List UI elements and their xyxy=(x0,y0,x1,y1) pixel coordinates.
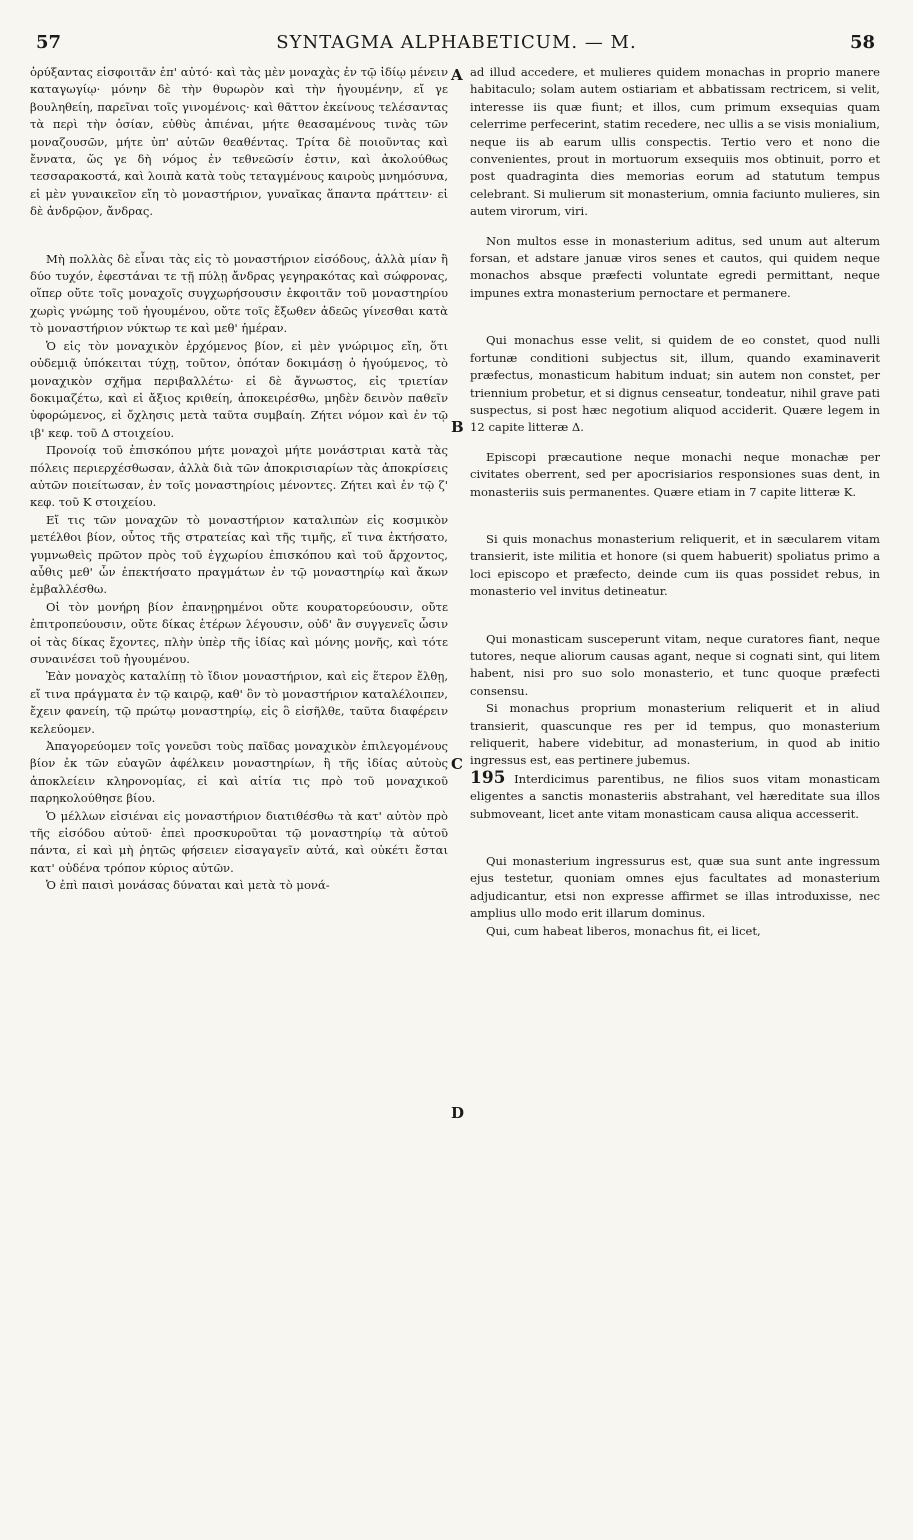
margin-marker-d: D xyxy=(451,1104,465,1122)
latin-paragraph: Episcopi præcautione neque monachi neque monachæ per civitates oberrent, sed per apocrisiarios responsiones suas dent, in monasteriis suis permanentes. Quære etiam in 7 capite litteræ K. xyxy=(470,449,880,499)
greek-paragraph: Εἴ τις τῶν μοναχῶν τὸ μοναστήριον καταλιπὼν εἰς κοσμικὸν μετέλθοι βίον, οὗτος τῆς στρατείας καὶ τῆς τιμῆς, εἴ τινα ἐκτήσατο, γυμνωθεὶς πρῶτον πρὸς τοῦ ἐγχωρίου ἐπισκόπου καὶ τοῦ ἄρχοντος, αὖθις μεθ' ὧν ἐπεκτήσατο πραγμάτων ἐν τῷ μοναστηρίῳ καὶ ἄκων ἐμβαλλέσθω. xyxy=(30,512,448,597)
right-page-number: 58 xyxy=(849,32,875,53)
latin-paragraph: Non multos esse in monasterium aditus, sed unum aut alterum forsan, et adstare januæ viros senes et cautos, qui quidem neque monachos absque præfecti voluntate egredi permittant, neque impunes extra monasterium pernoctare et permanere. xyxy=(470,233,880,300)
left-page-number: 57 xyxy=(36,32,62,53)
latin-paragraph: ad illud accedere, et mulieres quidem monachas in proprio manere habitaculo; solam autem ostiariam et abbatissam rectricem, si velit, interesse iis quæ fiunt; et illos, cum primum exsequias quam celerrime perfecerint, statim recedere, nec ullis a se visis monialium, neque iis ab earum ullis conspectis. Tertio vero et nono die convenientes, prout in mortuorum exsequiis mos obtinuit, porro et post quadraginta dies memorias eorum ad statutum tempus celebrant. Si mulierum sit monasterium, omnia faciunto mulieres, sin autem virorum, viri. xyxy=(470,65,880,219)
latin-paragraph: Qui, cum habeat liberos, monachus fit, ei licet, xyxy=(486,923,761,938)
greek-paragraph: Μὴ πολλὰς δὲ εἶναι τὰς εἰς τὸ μοναστήριον εἰσόδους, ἀλλὰ μίαν ἢ δύο τυχόν, ἐφεστάναι τε τῇ πύλῃ ἄνδρας γεγηρακότας καὶ σώφρονας, οἵπερ οὔτε τοῖς μοναχοῖς συγχωρήσουσιν ἐκφοιτᾶν τοῦ μοναστηρίου χωρὶς γνώμης τοῦ ἡγουμένου, οὔτε τοῖς ἔξωθεν ἀδεῶς γίνεσθαι κατὰ τὸ μοναστήριον νύκτωρ τε καὶ μεθ' ἡμέραν. xyxy=(30,251,448,336)
margin-marker-c: C xyxy=(451,755,463,773)
running-header xyxy=(28,32,885,60)
latin-paragraph: Qui monasticam susceperunt vitam, neque curatores fiant, neque tutores, neque aliorum causas agant, neque si cognati sint, qui litem habent, nisi pro suo solo monasterio, et tunc quoque præfecti consensu. xyxy=(470,631,880,698)
greek-paragraph: Ὁ ἐπὶ παισὶ μονάσας δύναται καὶ μετὰ τὸ μονά- xyxy=(46,878,330,893)
greek-paragraph: Ἐὰν μοναχὸς καταλίπῃ τὸ ἴδιον μοναστήριον, καὶ εἰς ἕτερον ἔλθῃ, εἴ τινα πράγματα ἐν τῷ καιρῷ, καθ' ὃν τὸ μοναστήριον καταλέλοιπεν, ἔχειν φανείη, τῷ πρώτῳ μοναστηρίῳ, εἰς ὃ εἰσῆλθε, ταῦτα διαφέρειν κελεύομεν. xyxy=(30,669,448,736)
latin-paragraph: Si monachus proprium monasterium reliquerit et in aliud transierit, quascunque res per id tempus, quo monasterium reliquerit, habere videbitur, ad monasterium, in quod ab initio ingressus est, eas pertinere jubemus. xyxy=(470,701,880,768)
greek-paragraph: Οἱ τὸν μονήρη βίον ἐπανῃρημένοι οὔτε κουρατορεύουσιν, οὔτε ἐπιτροπεύουσιν, οὔτε δίκας ἑτέρων λέγουσιν, οὐδ' ἂν συγγενεῖς ὦσιν οἱ τὰς δίκας ἔχοντες, πλὴν ὑπὲρ τῆς ἰδίας καὶ μόνης μονῆς, καὶ τότε συναινέσει τοῦ ἡγουμένου. xyxy=(30,599,448,666)
greek-paragraph: ὀρύξαντας εἰσφοιτᾶν ἐπ' αὐτό· καὶ τὰς μὲν μοναχὰς ἐν τῷ ἰδίῳ μένειν καταγωγίῳ· μόνην δὲ τὴν θυρωρὸν καὶ τὴν ἡγουμένην, εἴ γε βουληθείη, παρεῖναι τοῖς γινομένοις· καὶ θᾶττον ἐκείνους τελέσαντας τὰ περὶ τὴν ὁσίαν, εὐθὺς ἀπιέναι, μήτε θεασαμένους τινὰς τῶν μοναζουσῶν, μήτε ὑπ' αὐτῶν θεαθέντας. Τρίτα δὲ ποιοῦντας καὶ ἔννατα, ὥς γε δὴ νόμος ἐν τεθνεῶσίν ἐστιν, καὶ ἀκολούθως τεσσαρακοστά, καὶ λοιπὰ κατὰ τοὺς τεταγμένους καιροὺς μνημόσυνα, εἰ μὲν γυναικεῖον εἴη τὸ μοναστήριον, γυναῖκας ἅπαντα πράττειν· εἰ δὲ ἀνδρῷον, ἄνδρας. xyxy=(30,65,449,219)
latin-paragraph: Si quis monachus monasterium reliquerit, et in sæcularem vitam transierit, iste militia et honore (si quem habuerit) spoliatus primo a loci episcopo et præfecto, deinde cum iis quas possidet rebus, in monasterio vel invitus detineatur. xyxy=(470,531,880,599)
margin-marker-a: A xyxy=(451,66,463,84)
margin-marker-b: B xyxy=(451,418,464,436)
greek-paragraph: Προνοίᾳ τοῦ ἐπισκόπου μήτε μοναχοὶ μήτε μονάστριαι κατὰ τὰς πόλεις περιερχέσθωσαν, ἀλλὰ διὰ τῶν ἀποκρισιαρίων τὰς ἀποκρίσεις αὐτῶν ποιείτωσαν, ἐν τοῖς μοναστηρίοις μένοντες. Ζήτει καὶ ἐν τῷ ζ' κεφ. τοῦ Κ στοιχείου. xyxy=(30,443,448,510)
section-number: 195 xyxy=(470,767,506,788)
latin-paragraph xyxy=(470,767,880,823)
latin-paragraph-text: Interdicimus parentibus, ne filios suos vitam monasticam eligentes a sanctis monasteriis abstrahant, vel hæreditate sua illos submoveant, licet ante vitam monasticam causa aliqua accesserit. xyxy=(470,771,880,821)
latin-paragraph: Qui monasterium ingressurus est, quæ sua sunt ante ingressum ejus testetur, quoniam omnes ejus facultates ad monasterium adjudicantur, etsi non expresse affirmet se illas introduxisse, nec amplius ullo modo erit illarum dominus. xyxy=(470,854,880,921)
latin-paragraph: Qui monachus esse velit, si quidem de eo constet, quod nulli fortunæ conditioni subjectus sit, illum, quando examinaverit præfectus, monasticum habitum induat; sin autem non constet, per triennium probetur, et si dignus censeatur, tondeatur, nihil grave pati suspectus, si post hæc negotium aliquod acciderit. Quære legem in 12 capite litteræ Δ. xyxy=(470,333,880,435)
greek-paragraph: Ὁ μέλλων εἰσιέναι εἰς μοναστήριον διατιθέσθω τὰ κατ' αὐτὸν πρὸ τῆς εἰσόδου αὐτοῦ· ἐπεὶ προσκυροῦται τῷ μοναστηρίῳ τὰ αὐτοῦ πάντα, εἰ καὶ μὴ ῥητῶς φήσειεν εἰσαγαγεῖν αὐτά, καὶ οὐκέτι ἔσται κατ' οὐδένα τρόπον κύριος αὐτῶν. xyxy=(30,808,448,875)
greek-paragraph: Ὁ εἰς τὸν μοναχικὸν ἐρχόμενος βίον, εἰ μὲν γνώριμος εἴη, ὅτι οὐδεμιᾷ ὑπόκειται τύχῃ, τοῦτον, ὁπόταν δοκιμάσῃ ὁ ἡγούμενος, τὸ μοναχικὸν σχῆμα περιβαλλέτω· εἰ δὲ ἄγνωστος, εἰς τριετίαν δοκιμαζέτω, καὶ εἰ ἄξιος κριθείη, ἀποκειρέσθω, μηδὲν δεινὸν παθεῖν ὑφορώμενος, εἰ ὄχλησις μετὰ ταῦτα συμβαίη. Ζήτει νόμον καὶ ἐν τῷ ιβ' κεφ. τοῦ Δ στοιχείου. xyxy=(30,338,448,440)
greek-paragraph: Ἀπαγορεύομεν τοῖς γονεῦσι τοὺς παῖδας μοναχικὸν ἐπιλεγομένους βίον ἐκ τῶν εὐαγῶν ἀφέλκειν μοναστηρίων, ἢ τῆς ἰδίας αὐτοὺς ἀποκλείειν κληρονομίας, εἰ καὶ αἰτία τις πρὸ τοῦ μοναχικοῦ παρηκολούθησε βίου. xyxy=(30,739,448,806)
greek-column xyxy=(30,64,448,895)
latin-column xyxy=(470,64,880,940)
running-title: SYNTAGMA ALPHABETICUM. — M. xyxy=(276,32,637,53)
